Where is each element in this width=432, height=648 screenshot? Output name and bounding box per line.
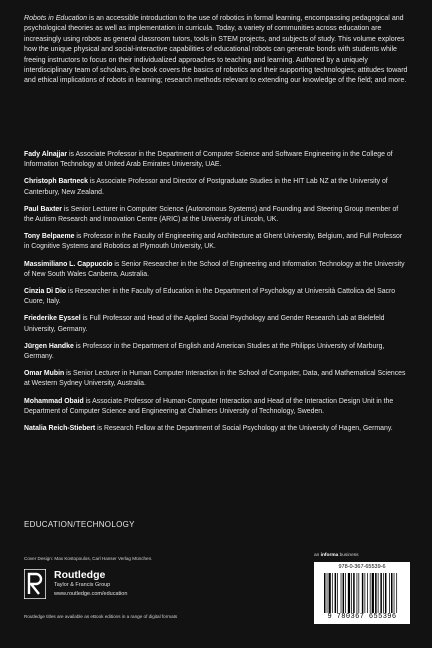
book-description — [24, 14, 408, 87]
author-bio — [24, 150, 408, 170]
author-bio — [24, 369, 408, 389]
author-bio-text: is Associate Professor of Human-Computer Interaction and Head of the Interaction Design Unit in the Department of Computer Science and Engineering at Chalmers University of Technology, Sweden. — [24, 397, 394, 415]
barcode-digits: 9 780367 655396 — [327, 613, 397, 621]
subject-category: EDUCATION/TECHNOLOGY — [24, 520, 135, 529]
author-name: Mohammad Obaid — [24, 397, 84, 405]
author-bio-text: is Associate Professor in the Department of Computer Science and Software Engineering in the College of Information Technology at United Arab Emirates University, UAE. — [24, 151, 393, 169]
author-name: Christoph Bartneck — [24, 178, 88, 186]
author-bio — [24, 287, 408, 307]
book-title: Robots in Education — [24, 15, 88, 22]
author-name: Tony Belpaeme — [24, 233, 75, 241]
author-bio — [24, 342, 408, 362]
author-bio — [24, 314, 408, 334]
author-bios — [24, 150, 408, 441]
description-text: is an accessible introduction to the use of robotics in formal learning, encompassing pedagogical and psychological theories as well as implementation in curricula. Today, a variety of communities across education are increasingly using robots as general classroom tutors, tools in STEM projects, and subjects of study. This volume explores how the unique physical and social-interactive capabilities of educational robots can generate bonds with students while freeing instructors to focus on their individualized approaches to teaching and learning. Authored by a uniquely interdisciplinary team of scholars, the book covers the basics of robotics and their supporting technologies; attitudes toward and ethical implications of robots in learning; research methods relevant to extending our knowledge of the field; and more. — [24, 15, 408, 85]
ebook-note: Routledge titles are available as eBook editions in a range of digital formats — [24, 614, 178, 619]
barcode-bars-icon — [324, 573, 406, 613]
author-bio — [24, 232, 408, 252]
author-bio-text: is Associate Professor and Director of Postgraduate Studies in the HIT Lab NZ at the University of Canterbury, New Zealand. — [24, 178, 388, 196]
author-bio-text: is Professor in the Department of English and American Studies at the Philipps University of Marburg, Germany. — [24, 342, 385, 361]
informa-business-tag: an informa business — [314, 553, 359, 558]
author-bio-text: is Professor in the Faculty of Engineering and Architecture at Ghent University, Belgium, and Full Professor in Cognitive Systems and Robotics at Plymouth University, UK. — [24, 233, 403, 251]
cover-design-credit: Cover Design: Max Kostopoulos, Carl Hanser Verlag München. — [24, 556, 153, 561]
author-name: Cinzia Di Dio — [24, 288, 67, 296]
author-name: Jürgen Handke — [24, 342, 74, 350]
informa-brand: informa — [320, 553, 339, 558]
author-bio-text: is Full Professor and Head of the Applied Social Psychology and Gender Research Lab at Bielefeld University, Germany. — [24, 315, 385, 333]
author-bio — [24, 424, 408, 434]
author-bio — [24, 397, 408, 417]
author-name: Massimiliano L. Cappuccio — [24, 260, 113, 268]
author-name: Paul Baxter — [24, 205, 62, 213]
author-bio — [24, 205, 408, 225]
routledge-mark-icon — [24, 569, 46, 599]
author-bio-text: is Research Fellow at the Department of Social Psychology at the University of Hagen, Germany. — [95, 425, 393, 433]
author-name: Friederike Eyssel — [24, 315, 81, 323]
author-bio — [24, 177, 408, 197]
author-name: Fady Alnajjar — [24, 151, 68, 158]
publisher-name: Routledge — [54, 569, 106, 581]
author-bio-text: is Senior Researcher in the School of Engineering and Information Technology at the University of New South Wales Canberra, Australia. — [24, 260, 405, 278]
isbn-number: 978-0-367-65539-6 — [338, 564, 386, 570]
author-name: Omar Mubin — [24, 370, 65, 378]
publisher-url[interactable]: www.routledge.com/education — [54, 591, 128, 597]
author-bio-text: is Senior Lecturer in Computer Science (Autonomous Systems) and Founding and Steering Group member of the Autism Research and Innovation Centre (ARIC) at the University of Lincoln, UK. — [24, 205, 399, 224]
author-bio-text: is Researcher in the Faculty of Education in the Department of Psychology at Università Cattolica del Sacro Cuore, Italy. — [24, 288, 396, 306]
author-bio — [24, 260, 408, 280]
publisher-group: Taylor & Francis Group — [54, 582, 111, 588]
author-bio-text: is Senior Lecturer in Human Computer Interaction in the School of Computer, Data, and Mathematical Sciences at Western Sydney University, Australia. — [24, 370, 406, 388]
isbn-barcode — [314, 562, 410, 624]
routledge-logo — [24, 567, 194, 603]
author-name: Natalia Reich-Stiebert — [24, 425, 96, 433]
